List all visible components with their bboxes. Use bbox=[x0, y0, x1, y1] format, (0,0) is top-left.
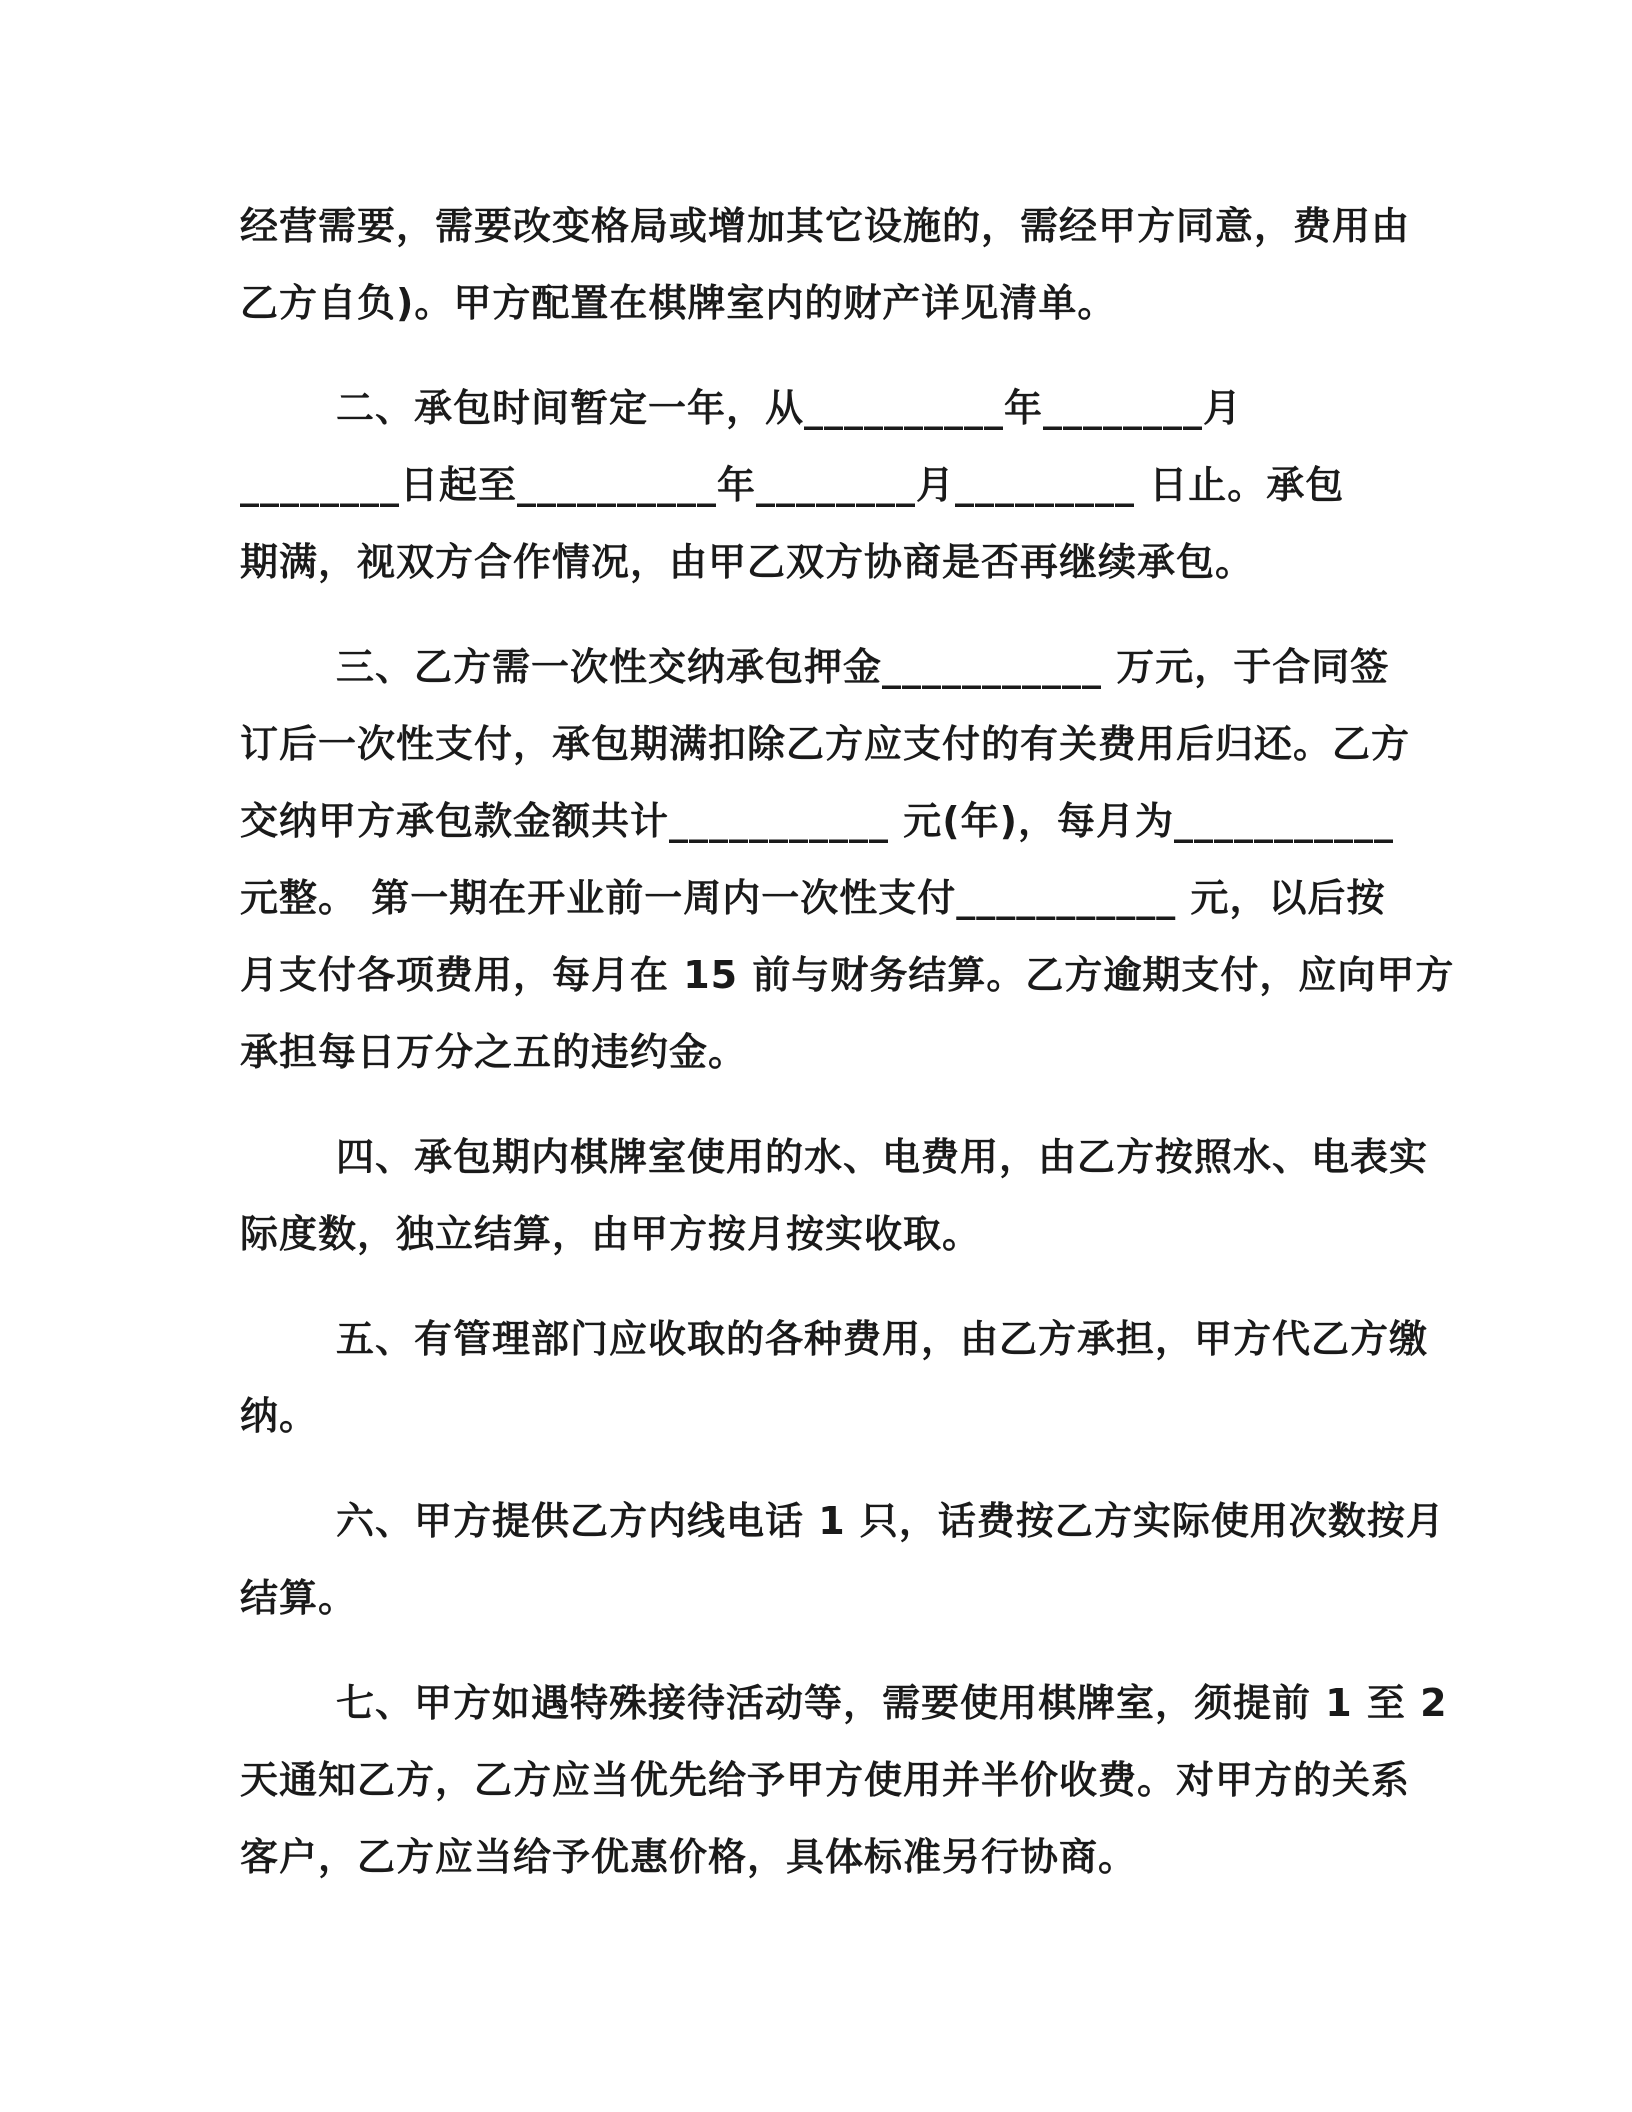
text-line: 七、甲方如遇特殊接待活动等，需要使用棋牌室，须提前 1 至 2 bbox=[336, 1681, 1448, 1725]
text-line: 承担每日万分之五的违约金。 bbox=[240, 1030, 748, 1074]
text-line: 六、甲方提供乙方内线电话 1 只，话费按乙方实际使用次数按月 bbox=[336, 1499, 1445, 1543]
text-line: 元整。 第一期在开业前一周内一次性支付___________ 元，以后按 bbox=[240, 876, 1386, 920]
text-line: 订后一次性支付，承包期满扣除乙方应支付的有关费用后归还。乙方 bbox=[240, 722, 1411, 766]
clause-7-reception bbox=[240, 1665, 1448, 1896]
text-line: 天通知乙方，乙方应当优先给予甲方使用并半价收费。对甲方的关系 bbox=[240, 1758, 1411, 1802]
clause-6-phone bbox=[240, 1483, 1445, 1637]
text-line: 五、有管理部门应收取的各种费用，由乙方承担，甲方代乙方缴 bbox=[336, 1317, 1429, 1361]
clause-5-fees bbox=[240, 1301, 1429, 1455]
text-line: 经营需要，需要改变格局或增加其它设施的，需经甲方同意，费用由 bbox=[240, 204, 1411, 248]
clause-3-deposit bbox=[240, 629, 1455, 1091]
text-line: 三、乙方需一次性交纳承包押金___________ 万元，于合同签 bbox=[336, 645, 1390, 689]
text-line: 交纳甲方承包款金额共计___________ 元(年)，每月为___________ bbox=[240, 799, 1394, 843]
clause-4-utilities bbox=[240, 1119, 1429, 1273]
text-line: 二、承包时间暂定一年，从__________年________月 bbox=[336, 386, 1243, 430]
text-line: 期满，视双方合作情况，由甲乙双方协商是否再继续承包。 bbox=[240, 540, 1255, 584]
text-line: 纳。 bbox=[240, 1394, 319, 1438]
document-body bbox=[240, 188, 1455, 1924]
paragraph-continuation bbox=[240, 188, 1411, 342]
text-line: 结算。 bbox=[240, 1576, 358, 1620]
text-line: 客户，乙方应当给予优惠价格，具体标准另行协商。 bbox=[240, 1835, 1138, 1879]
text-line: 四、承包期内棋牌室使用的水、电费用，由乙方按照水、电表实 bbox=[336, 1135, 1429, 1179]
text-line: 乙方自负)。甲方配置在棋牌室内的财产详见清单。 bbox=[240, 281, 1117, 325]
text-line: 月支付各项费用，每月在 15 前与财务结算。乙方逾期支付，应向甲方 bbox=[240, 953, 1455, 997]
text-line: 际度数，独立结算，由甲方按月按实收取。 bbox=[240, 1212, 982, 1256]
clause-2-term bbox=[240, 370, 1390, 601]
text-line: ________日起至__________年________月_________ 日止。承包 bbox=[240, 463, 1345, 507]
